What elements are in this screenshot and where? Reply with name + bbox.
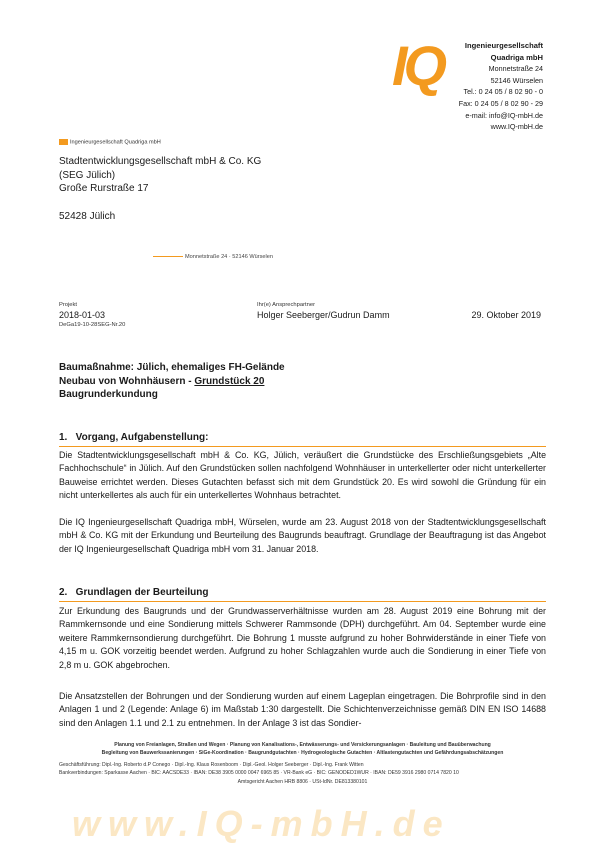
- recipient-line4: 52428 Jülich: [59, 210, 116, 222]
- url-watermark: www.IQ-mbH.de: [72, 803, 451, 844]
- subject: [59, 361, 285, 402]
- subject-line1: Baumaßnahme: Jülich, ehemaliges FH-Gelände: [59, 362, 285, 373]
- footer-management: Geschäftsführung: Dipl.-Ing. Roberto d.P Conego · Dipl.-Ing. Klaus Rosenboom · Dipl.-Geol. Holger Seeberger · Dipl.-Ing. Frank Witten: [59, 761, 364, 768]
- contact-names: Holger Seeberger/Gudrun Damm: [257, 310, 390, 320]
- recipient-address: [59, 155, 261, 223]
- footer-services-2: Begleitung von Bauwerkssanierungen · SiGe-Koordination · Baugrundgutachten · Hydrogeologische Gutachten · Altlastengutachten und Gefährdungsabschätzungen: [101, 750, 504, 757]
- company-email[interactable]: e-mail: info@IQ-mbH.de: [465, 110, 543, 120]
- company-name-line1: Ingenieurgesellschaft: [464, 41, 543, 50]
- section2-paragraph2: Die Ansatzstellen der Bohrungen und der Sondierung wurden auf einem Lageplan eingetragen. Die Bohrprofile sind in den Anlagen 1 und 2 (Legende: Anlage 6) im Maßstab 1:30 dargestellt. Die Schichtenverzeichnisse gemäß DIN EN ISO 14688 sind den Anlagen 1.1 und 2.1 zu entnehmen. In der Anlage 3 ist das Sondier-: [59, 691, 546, 728]
- company-logo: IQ: [392, 34, 444, 97]
- subject-line2: Neubau von Wohnhäusern - Grundstück 20: [59, 375, 265, 387]
- section1-paragraph2: Die IQ Ingenieurgesellschaft Quadriga mbH, Würselen, wurde am 23. August 2018 von der Stadtentwicklungsgesellschaft mbH & Co. KG mit der Erkundung und Beurteilung des Baugrunds beauftragt. Grundlage der Beauftragung ist das Angebot der IQ Ingenieurgesellschaft Quadriga mbH vom 31. Januar 2018.: [59, 517, 546, 554]
- footer-services-1: Planung von Freianlagen, Straßen und Wegen · Planung von Kanalisations-, Entwässerungs- und Versickerungsanlagen · Bauleitung und Bauüberwachung: [114, 742, 491, 748]
- project-label: Projekt: [59, 302, 78, 308]
- recipient-line2: (SEG Jülich): [59, 169, 116, 181]
- company-city: 52146 Würselen: [490, 75, 543, 85]
- footer-register: Amtsgericht Aachen HRB 8806 · USt-IdNr. DE813380101: [237, 778, 368, 785]
- contact-label: Ihr(e) Ansprechpartner: [257, 302, 315, 308]
- doc-reference: DeGa19-10-28SEG-Nr.20: [59, 322, 126, 328]
- recipient-line1: Stadtentwicklungsgesellschaft mbH & Co. KG: [59, 156, 262, 167]
- recipient-line3: Große Rurstraße 17: [59, 183, 149, 195]
- mini-logo-icon: [59, 139, 68, 145]
- company-web[interactable]: www.IQ-mbH.de: [490, 122, 543, 132]
- subject-line3: Baugrunderkundung: [59, 389, 158, 401]
- company-fax: Fax: 0 24 05 / 8 02 90 - 29: [458, 98, 543, 108]
- footer-bank: Bankverbindungen: Sparkasse Aachen · BIC: AACSDE33 · IBAN: DE38 3905 0000 0047 6965 85 · VR-Bank eG · BIC: GENODED1WUR · IBAN: DE59 3916 2980 0714 7820 10: [59, 770, 459, 777]
- company-street: Monnetstraße 24: [488, 64, 543, 74]
- section1-rule: [59, 446, 546, 447]
- company-info: [459, 40, 543, 133]
- project-number: 2018-01-03: [59, 310, 106, 320]
- footer: [59, 741, 546, 786]
- letter-date: 29. Oktober 2019: [471, 310, 541, 320]
- section1-heading: 1. Vorgang, Aufgabenstellung:: [59, 432, 209, 443]
- sender-dash: [153, 256, 183, 257]
- section1-paragraph1: Die Stadtentwicklungsgesellschaft mbH & Co. KG, Jülich, veräußert die Grundstücke des Erschließungsgebiets „Alte Fachhochschule“ in Jülich. Auf den Grundstücken sollen nachfolgend Wohnhäuser in unterkellerter oder nicht unterkellerter Bauweise errichtet werden. Dieses Gutachten befasst sich mit dem Grundstück 20. Es wird sowohl die Gründung für ein nicht unterkellertes als auch für ein unterkellertes Wohnhaus betrachtet.: [59, 450, 546, 501]
- company-tel: Tel.: 0 24 05 / 8 02 90 - 0: [463, 87, 543, 97]
- section2-paragraph1: Zur Erkundung des Baugrunds und der Grundwasserverhältnisse wurden am 28. August 2019 eine Bohrung mit der Rammkernsonde und eine Sondierung mittels Schwerer Rammsonde (DPH) durchgeführt. Am 04. September wurde eine weitere Rammkernsondierung durchgeführt. Die Bohrung 1 musste aufgrund zu hoher Bohrwiderstände in einer Tiefe von 4,15 m u. GOK vorzeitig beendet werden. Aufgrund zu hoher Schlagzahlen wurde auch die Sondierung in einer Tiefe von 2,8 m u. GOK abgebrochen.: [59, 606, 546, 670]
- sender-address-line: Monnetstraße 24 · 52146 Würselen: [153, 254, 273, 260]
- section2-heading: 2. Grundlagen der Beurteilung: [59, 587, 209, 598]
- section2-rule: [59, 601, 546, 602]
- company-name-line2: Quadriga mbH: [490, 52, 543, 62]
- sender-small: Ingenieurgesellschaft Quadriga mbH: [59, 139, 161, 145]
